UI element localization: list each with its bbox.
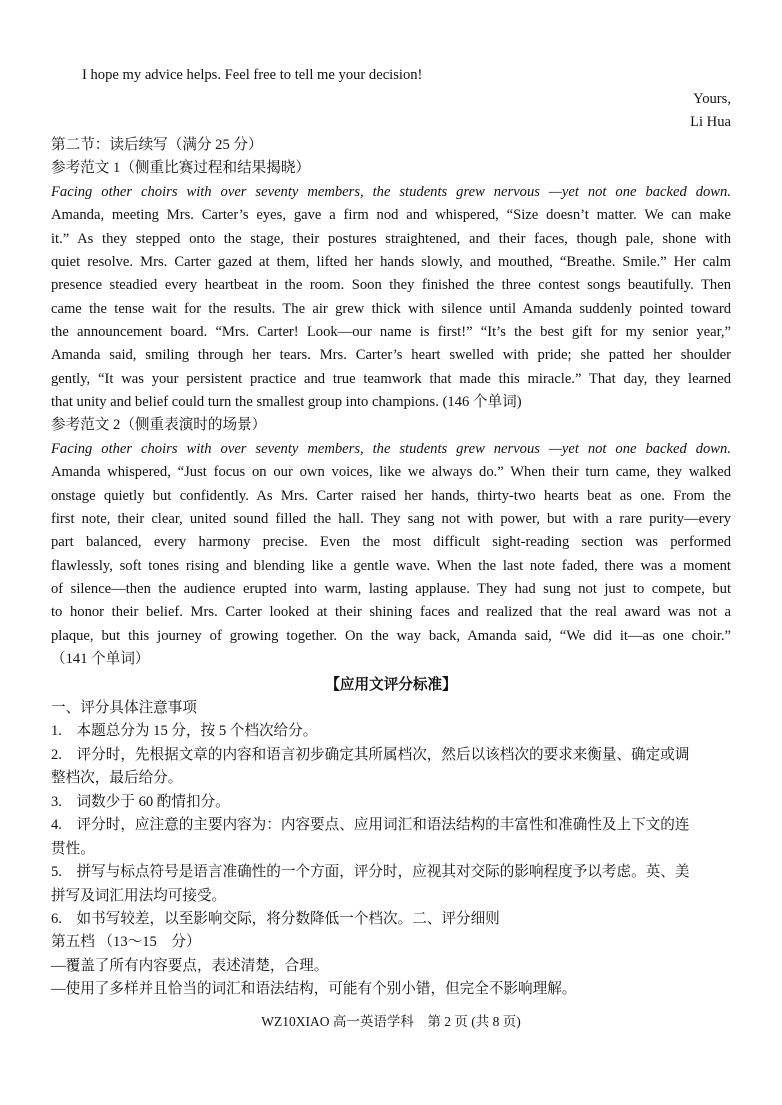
sample2-heading: 参考范文 2（侧重表演时的场景） bbox=[51, 417, 267, 433]
sample1-line: the announcement board. “Mrs. Carter! Look—our name is first!” “It’s the best gift for my senior year,” bbox=[51, 324, 731, 340]
sample2-line: （141 个单词） bbox=[51, 651, 150, 667]
rubric-line: 拼写及词汇用法均可接受。 bbox=[51, 888, 227, 904]
page-footer: WZ10XIAO 高一英语学科 第 2 页 (共 8 页) bbox=[261, 1014, 521, 1029]
sample2-line: of silence—then the audience erupted into warm, lasting applause. They had sung not just to compete, but bbox=[51, 581, 731, 597]
sample1-line: Facing other choirs with over seventy members, the students grew nervous —yet not one backed down. bbox=[51, 184, 731, 200]
sample2-line: flawlessly, soft tones rising and blending like a gentle wave. When the last note faded, there was a moment bbox=[51, 558, 731, 574]
sample2-line: Amanda whispered, “Just focus on our own voices, like we always do.” When their turn came, they walked bbox=[51, 464, 731, 480]
signature: Li Hua bbox=[690, 114, 731, 130]
sample1-line: came the tense wait for the results. The air grew thick with silence until Amanda suddenly pointed toward bbox=[51, 301, 731, 317]
rubric-line: 1. 本题总分为 15 分，按 5 个档次给分。 bbox=[51, 723, 318, 739]
sample2-line: part balanced, every harmony precise. Even the most difficult sight-reading section was performed bbox=[51, 534, 731, 550]
rubric-line: 贯性。 bbox=[51, 841, 95, 857]
sample2-line: to honor their belief. Mrs. Carter looked at their shining faces and realized that the real award was not a bbox=[51, 604, 731, 620]
sample1-line: presence steadied every heartbeat in the room. Soon they finished the three contest songs beautifully. Then bbox=[51, 277, 731, 293]
sample1-line: Amanda, meeting Mrs. Carter’s eyes, gave a firm nod and whispered, “Size doesn’t matter. We can make bbox=[51, 207, 731, 223]
sign-off: Yours, bbox=[693, 91, 731, 107]
sample1-heading: 参考范文 1（侧重比赛过程和结果揭晓） bbox=[51, 160, 311, 176]
rubric-line: 整档次，最后给分。 bbox=[51, 770, 183, 786]
letter-closing: I hope my advice helps. Feel free to tell me your decision! bbox=[82, 67, 423, 83]
rubric-line: 6. 如书写较差，以至影响交际，将分数降低一个档次。二、评分细则 bbox=[51, 911, 500, 927]
rubric-line: 3. 词数少于 60 酌情扣分。 bbox=[51, 794, 230, 810]
sample1-line: that unity and belief could turn the smallest group into champions. (146 个单词) bbox=[51, 394, 522, 410]
sample1-line: gently, “It was your persistent practice and true teamwork that made this miracle.” That day, they learned bbox=[51, 371, 731, 387]
rubric-line: —使用了多样并且恰当的词汇和语法结构，可能有个别小错，但完全不影响理解。 bbox=[51, 981, 577, 997]
sample2-line: Facing other choirs with over seventy members, the students grew nervous —yet not one backed down. bbox=[51, 441, 731, 457]
rubric-line: 一、评分具体注意事项 bbox=[51, 700, 197, 716]
rubric-line: 4. 评分时，应注意的主要内容为：内容要点、应用词汇和语法结构的丰富性和准确性及上下文的连 bbox=[51, 817, 690, 833]
sample1-line: Amanda said, smiling through her tears. Mrs. Carter’s heart swelled with pride; she patted her shoulder bbox=[51, 347, 731, 363]
rubric-line: 5. 拼写与标点符号是语言准确性的一个方面，评分时，应视其对交际的影响程度予以考虑。英、美 bbox=[51, 864, 690, 880]
sample1-line: it.” As they stepped onto the stage, their postures straightened, and their faces, though pale, shone with bbox=[51, 231, 731, 247]
rubric-line: 第五档 （13～15 分） bbox=[51, 934, 201, 950]
section-heading: 第二节：读后续写（满分 25 分） bbox=[51, 137, 263, 153]
rubric-title: 【应用文评分标准】 bbox=[325, 677, 457, 693]
sample1-line: quiet resolve. Mrs. Carter gazed at them, lifted her hands slowly, and mouthed, “Breathe. Smile.” Her calm bbox=[51, 254, 731, 270]
rubric-line: —覆盖了所有内容要点，表述清楚，合理。 bbox=[51, 958, 329, 974]
sample2-line: first note, their clear, united sound filled the hall. They sang not with power, but with a rare purity—every bbox=[51, 511, 731, 527]
rubric-line: 2. 评分时，先根据文章的内容和语言初步确定其所属档次，然后以该档次的要求来衡量、确定或调 bbox=[51, 747, 690, 763]
sample2-line: plaque, but this journey of growing together. On the way back, Amanda said, “We did it—as one choir.” bbox=[51, 628, 731, 644]
sample2-line: onstage quietly but confidently. As Mrs. Carter raised her hands, thirty-two hearts beat as one. From the bbox=[51, 488, 731, 504]
